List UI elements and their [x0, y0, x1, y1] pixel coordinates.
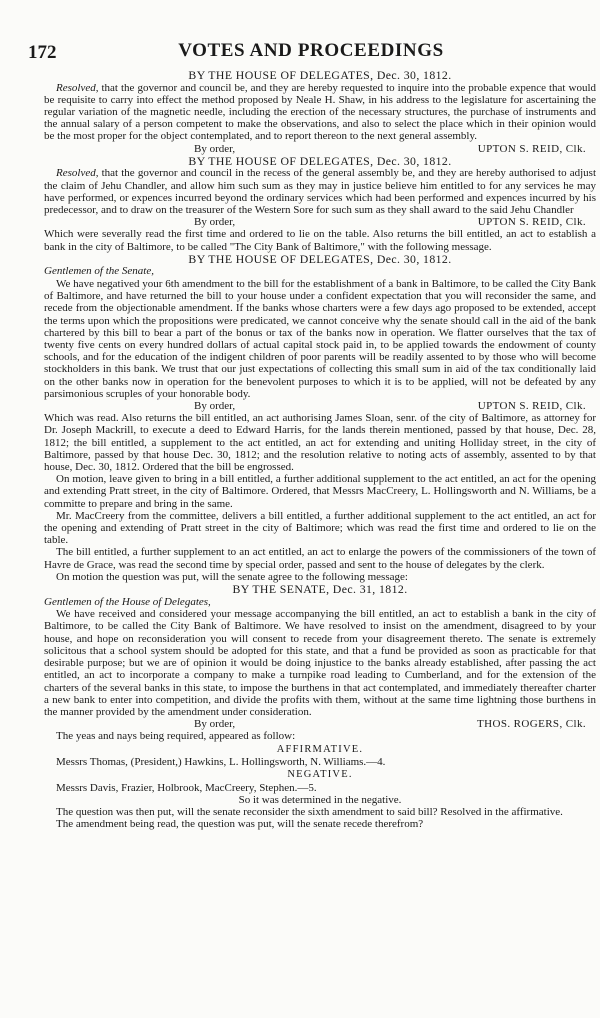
section-heading: BY THE HOUSE OF DELEGATES, Dec. 30, 1812.: [188, 69, 452, 82]
running-head: VOTES AND PROCEEDINGS: [178, 40, 444, 61]
signature-line: [44, 143, 596, 155]
resolution-text: that the governor and council be, and they are hereby requested to inquire into the probable expence that would be requisite to carry into effect the method proposed by Neale H. Shaw, in his address to the legislature for ascertaining the regular variation of the magnetic needle, including the erection of the necessary structures, the purchase of instruments and the annual salary of a person competent to make the observations, and also to select the place which in their opinion would be the most proper for the object contemplated, and to report thereon to the next general assembly.: [44, 81, 596, 143]
signature-line: [44, 216, 596, 228]
page-body: [44, 69, 596, 1013]
section-heading: BY THE SENATE, Dec. 31, 1812.: [232, 582, 408, 597]
proceedings-paragraph: On motion the question was put, will the senate agree to the following message:: [56, 570, 408, 583]
page-number: 172: [28, 42, 57, 63]
clerk-name: UPTON S. REID, Clk.: [477, 400, 586, 413]
salutation: Gentlemen of the Senate,: [44, 265, 154, 278]
affirmative-heading: AFFIRMATIVE.: [276, 743, 364, 755]
resolution-text: that the governor and council in the recess of the general assembly be, and they are hereby authorised to adjust the claim of Jehu Chandler, and allow him such sum as they may in justice believe him entitled to for any services he may have performed, or expences incurred beyond the ordinary services which had been performed and expences incurred by his predecessor, and to draw on the treasurer of the Western Sore for such sum as they shall award to the said Jehu Chandler: [44, 167, 596, 217]
determination-line: So it was determined in the negative.: [238, 793, 402, 806]
page-header: [28, 40, 594, 66]
section-heading: BY THE HOUSE OF DELEGATES, Dec. 30, 1812.: [188, 251, 452, 266]
resolved-lead: Resolved,: [56, 167, 99, 180]
proceedings-paragraph: The yeas and nays being required, appeared as follow:: [56, 730, 296, 743]
clerk-name: UPTON S. REID, Clk.: [477, 142, 586, 155]
negative-list: Messrs Davis, Frazier, Holbrook, MacCreery, Stephen.—5.: [56, 781, 317, 794]
by-order: By order,: [194, 216, 236, 229]
by-order: By order,: [194, 400, 236, 413]
section-heading: BY THE HOUSE OF DELEGATES, Dec. 30, 1812.: [188, 153, 452, 168]
proceedings-paragraph: The amendment being read, the question was put, will the senate recede therefrom?: [56, 818, 424, 831]
proceedings-paragraph: The bill entitled, a further supplement to an act entitled, an act to enlarge the powers of the commissioners of the town of Havre de Grace, was read the second time by special order, passed and sent to the house of delegates by the clerk.: [44, 546, 596, 571]
proceedings-paragraph: On motion, leave given to bring in a bill entitled, a further additional supplement to the act entitled, an act for the opening and extending Pratt street, in the city of Baltimore. Ordered, that Messrs MacCreery, L. Hollingsworth and N. Williams, be a committe to prepare and bring in the same.: [44, 473, 596, 510]
clerk-name: THOS. ROGERS, Clk.: [477, 718, 586, 731]
resolution-paragraph: [44, 82, 596, 143]
affirmative-list: Messrs Thomas, (President,) Hawkins, L. Hollingsworth, N. Williams.—4.: [56, 755, 386, 768]
proceedings-paragraph: The question was then put, will the senate reconsider the sixth amendment to said bill? Resolved in the affirmative.: [56, 806, 563, 819]
signature-line: [44, 718, 596, 730]
proceedings-paragraph: Mr. MacCreery from the committee, delivers a bill entitled, a further additional supplement to the act entitled, an act for the opening and extending of Pratt street in the city of Baltimore; which was read the first time and ordered to lie on the table.: [44, 509, 596, 547]
by-order: By order,: [194, 718, 236, 731]
resolution-paragraph: [44, 167, 596, 216]
proceedings-paragraph: Which was read. Also returns the bill entitled, an act authorising James Sloan, senr. of the city of Baltimore, as attorney for Dr. Joseph Mackrill, to execute a deed to Edward Harris, for the lands therein mentioned, passed by that house, Dec. 28, 1812; the bill entitled, a supplement to the act entitled, an act for extending and uniting Holliday street, in the city of Baltimore, passed by that house Dec. 30, 1812; and the resolution relative to noting acts of assembly, assented to by that house, Dec. 30, 1812. Ordered that the bill be engrossed.: [44, 412, 596, 474]
resolved-lead: Resolved,: [56, 81, 99, 94]
signature-line: [44, 400, 596, 412]
clerk-name: UPTON S. REID, Clk.: [477, 216, 586, 229]
salutation: Gentlemen of the House of Delegates,: [44, 595, 211, 608]
message-paragraph: We have received and considered your message accompanying the bill entitled, an act to establish a bank in the city of Baltimore, to be called the City Bank of Baltimore. We have resolved to insist on the amendment, disagreed to by your house, and hope on reconsideration you will consent to recede from your disagreement thereto. The senate is extremely solicitous that a school system should be adopted for this state, and that a fund be provided as soon as practicable for that desirable purpose; but we are of opinion it would be doing injustice to the banks already established, after passing the act entitled, an act to incorporate a company to make a turnpike road leading to Cumberland, and for the extension of the charters of the several banks in this state, to impose the burthens in that act contemplated, and immediately thereafter charter a new bank to enter into competition, and divide the profits with them, without at the same time lightning those burthens in the manner provided by the amendment under consideration.: [44, 608, 596, 718]
proceedings-paragraph: Which were severally read the first time and ordered to lie on the table. Also returns the bill entitled, an act to establish a bank in the city of Baltimore, to be called "The City Bank of Baltimore," with the following message.: [44, 228, 596, 253]
message-paragraph: We have negatived your 6th amendment to the bill for the establishment of a bank in Baltimore, to be called the City Bank of Baltimore, and have returned the bill to your house under a confident expectation that you will reconsider the same, and recede from the objectionable amendment. If the banks whose charters were a few days ago proposed to be extended, accept the terms upon which the propositions were predicated, we cannot conceive why the senate should call in the aid of the bank chartered by this bill to bear a part of the bonus or tax of the banks now in operation. We flatter ourselves that the tax of twenty five cents on every hundred dollars of actual capital stock paid in, to be applied towards the endowment of county schools, and for the education of the indigent children of poor parents will be readily assented to by those who will become stockholders in this bank. We trust that our just expectations of collecting this small sum in aid of the tax conditionally laid on the other banks now in operation for the benevolent purposes to which it is to be applied, will not be defeated by any parsimonious scruples of your honorable body.: [44, 278, 596, 400]
by-order: By order,: [194, 142, 236, 155]
negative-heading: NEGATIVE.: [287, 769, 353, 781]
